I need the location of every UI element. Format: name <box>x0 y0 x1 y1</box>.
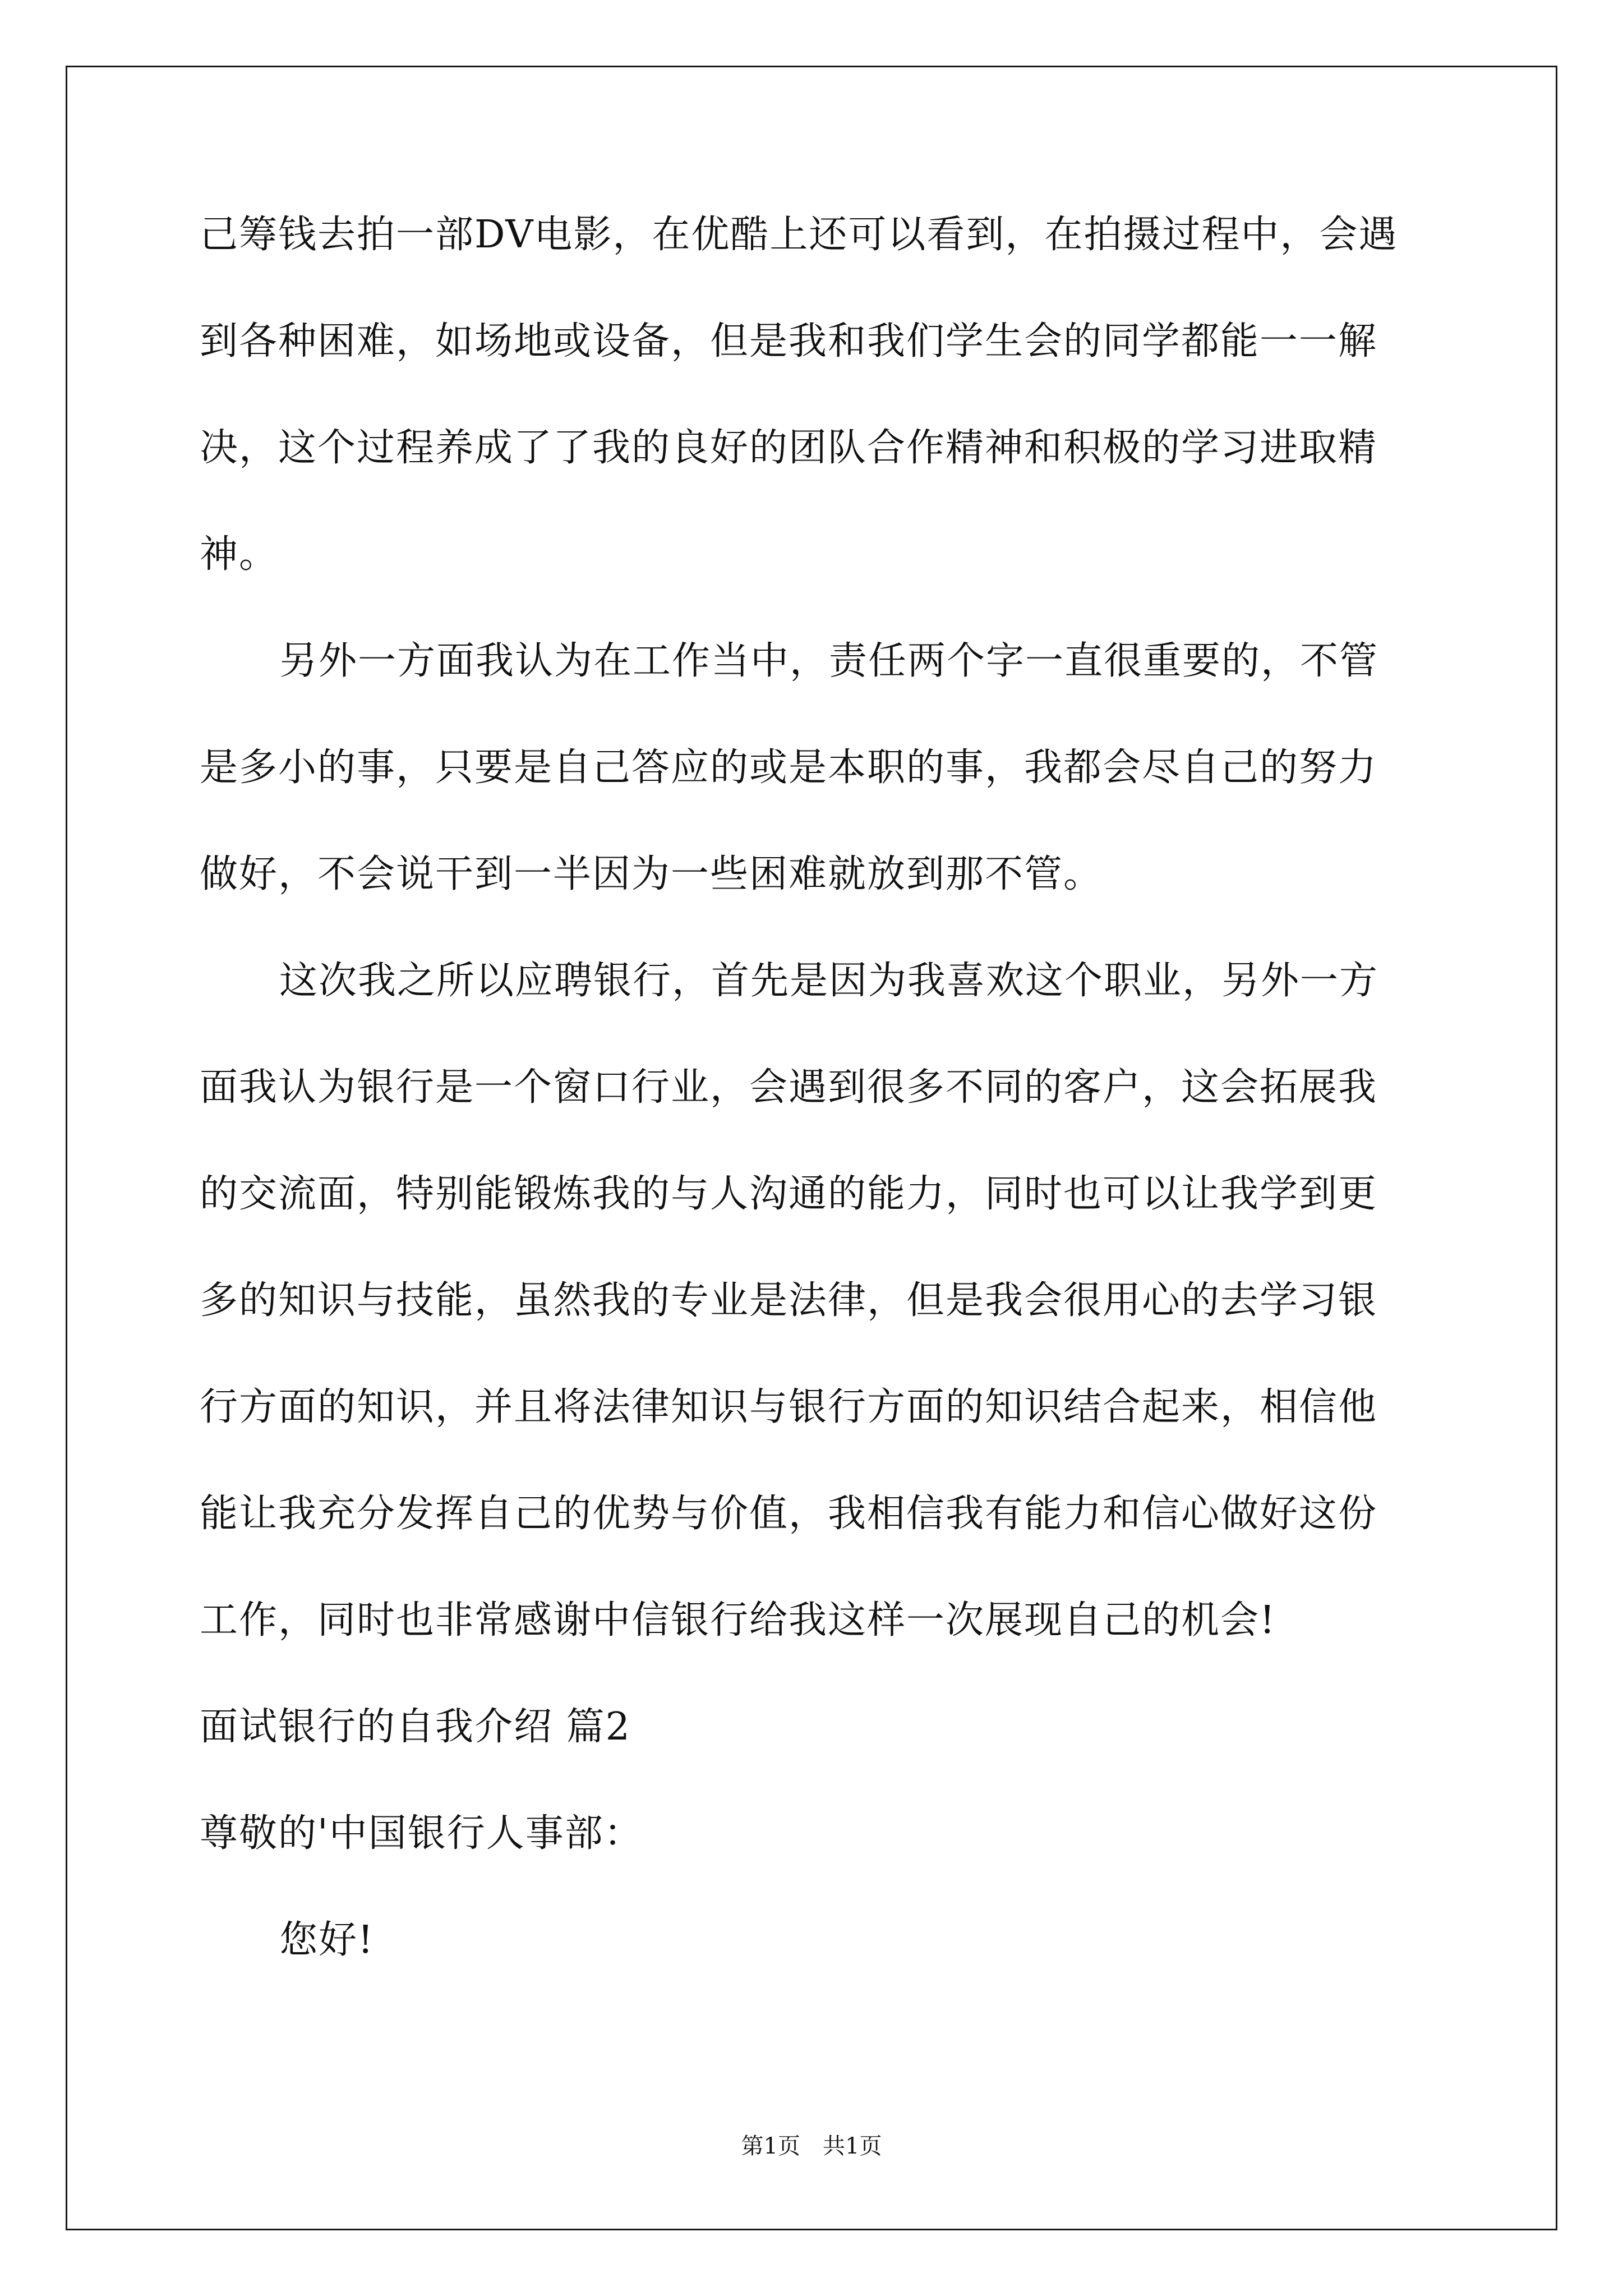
text-line: 行方面的知识，并且将法律知识与银行方面的知识结合起来，相信他 <box>200 1385 1378 1429</box>
text-line: 多的知识与技能，虽然我的专业是法律，但是我会很用心的去学习银 <box>200 1278 1378 1323</box>
page-number-current: 第1页 <box>741 2133 800 2159</box>
paragraph-start-line: 这次我之所以应聘银行，首先是因为我喜欢这个职业，另外一方 <box>279 959 1379 1003</box>
text-line: 能让我充分发挥自己的优势与价值，我相信我有能力和信心做好这份 <box>200 1492 1378 1536</box>
page-number-total: 共1页 <box>823 2133 882 2159</box>
paragraph-start-line: 另外一方面我认为在工作当中，责任两个字一直很重要的，不管 <box>279 639 1379 683</box>
text-line: 神。 <box>200 532 279 577</box>
page-footer <box>0 2135 1623 2157</box>
text-line: 工作，同时也非常感谢中信银行给我这样一次展现自己的机会! <box>200 1598 1276 1642</box>
text-line: 面我认为银行是一个窗口行业，会遇到很多不同的客户，这会拓展我 <box>200 1065 1378 1110</box>
document-body <box>200 213 1428 2028</box>
section-heading: 面试银行的自我介绍 篇2 <box>200 1705 631 1749</box>
salutation: 尊敬的'中国银行人事部： <box>200 1811 643 1856</box>
text-line: 做好，不会说干到一半因为一些困难就放到那不管。 <box>200 852 1103 896</box>
text-line: 的交流面，特别能锻炼我的与人沟通的能力，同时也可以让我学到更 <box>200 1172 1378 1216</box>
text-line: 己筹钱去拍一部DV电影，在优酷上还可以看到，在拍摄过程中，会遇 <box>200 213 1398 257</box>
greeting: 您好! <box>279 1918 375 1962</box>
text-line: 是多小的事，只要是自己答应的或是本职的事，我都会尽自己的努力 <box>200 746 1378 790</box>
text-line: 决，这个过程养成了了我的良好的团队合作精神和积极的学习进取精 <box>200 426 1378 470</box>
text-line: 到各种困难，如场地或设备，但是我和我们学生会的同学都能一一解 <box>200 319 1378 364</box>
